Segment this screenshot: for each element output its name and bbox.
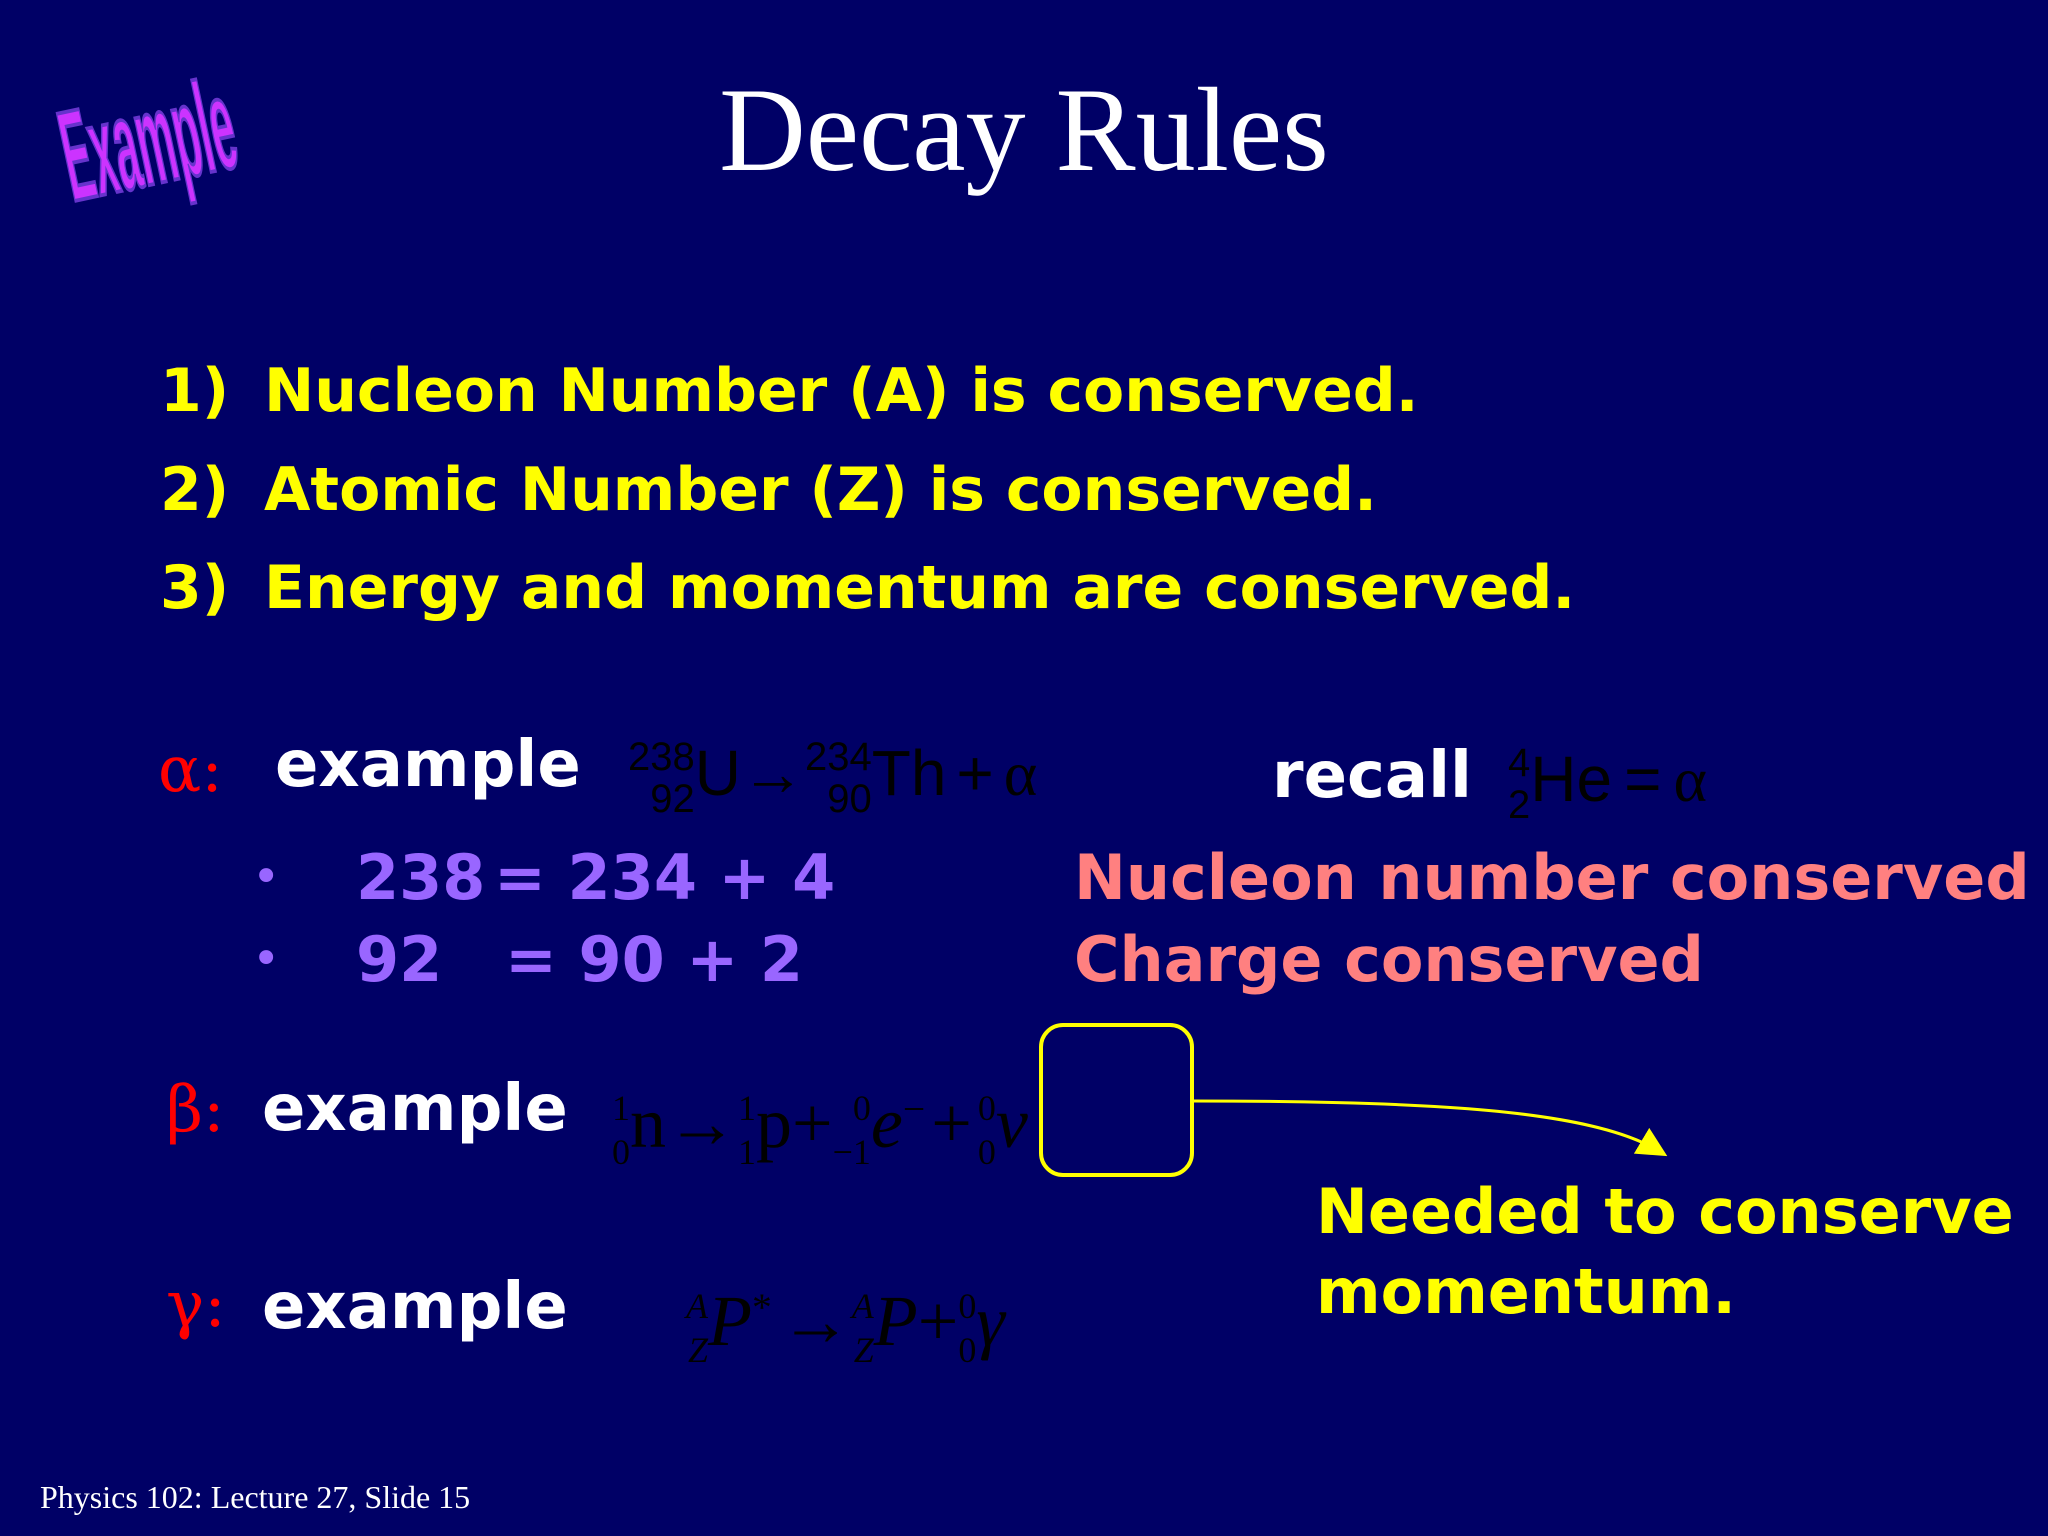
gamma-eq-atomic-2: Z: [853, 1330, 874, 1371]
beta-eq-nuclide-4-numbers: [978, 1086, 996, 1174]
beta-eq-nuclide-2-numbers: [738, 1086, 756, 1174]
alpha-eq-nuclide-2-numbers: [805, 736, 872, 820]
gamma-eq-arrow: →: [779, 1281, 852, 1361]
alpha-eq-arrow: →: [740, 737, 805, 809]
beta-eq-element-2: p: [756, 1083, 792, 1163]
beta-eq-mass-3: 0: [852, 1088, 871, 1129]
recall-mass: 4: [1508, 741, 1531, 786]
beta-eq-plus-2: +: [931, 1083, 972, 1163]
gamma-eq-nuclide-1-numbers: [686, 1284, 708, 1372]
neutrino-highlight-box: [1041, 1025, 1192, 1175]
beta-eq-atomic-3: −1: [832, 1132, 871, 1173]
alpha-symbol: α:: [158, 733, 223, 807]
gamma-eq-atomic-1: Z: [687, 1330, 708, 1371]
check-1-rhs: = 234 + 4: [494, 841, 836, 914]
check-2-note: Charge conserved: [1074, 923, 1704, 996]
alpha-eq-element-2: Th: [871, 737, 947, 809]
recall-numbers: [1508, 742, 1530, 826]
alpha-eq-mass-2: 234: [804, 735, 872, 780]
gamma-eq-excited-star: *: [751, 1285, 772, 1329]
check-2-lhs: 92: [356, 923, 443, 996]
rule-3-text: Energy and momentum are conserved.: [264, 553, 1576, 623]
check-1-lhs: 238: [356, 841, 486, 914]
example-logo-text: Example: [48, 52, 248, 230]
alpha-eq-particle: α: [1003, 738, 1038, 809]
gamma-eq-atomic-3: 0: [958, 1330, 977, 1371]
alpha-eq-atomic-1: 92: [650, 777, 695, 822]
gamma-equation: [686, 1252, 1005, 1376]
beta-eq-nuclide-3-numbers: [833, 1086, 871, 1174]
recall-equals: =: [1624, 743, 1662, 815]
rule-1-number: 1): [160, 356, 230, 426]
rule-2-text: Atomic Number (Z) is conserved.: [264, 455, 1377, 525]
gamma-eq-mass-1: A: [686, 1286, 708, 1327]
alpha-eq-element-1: U: [694, 737, 741, 809]
check-2-bullet: •: [252, 931, 281, 987]
gamma-eq-mass-2: A: [851, 1286, 874, 1327]
beta-symbol: β:: [166, 1073, 225, 1147]
gamma-eq-nuclide-2-numbers: [852, 1284, 874, 1372]
alpha-equation: [628, 728, 1037, 820]
beta-eq-element-1: n: [630, 1083, 666, 1163]
beta-eq-atomic-4: 0: [977, 1132, 996, 1173]
alpha-eq-nuclide-1-numbers: [628, 736, 695, 820]
beta-eq-nuclide-1-numbers: [612, 1086, 630, 1174]
recall-equation: [1508, 734, 1707, 826]
gamma-eq-element-1: P: [708, 1281, 752, 1361]
gamma-example-label: example: [262, 1270, 568, 1344]
beta-eq-atomic-1: 0: [612, 1132, 630, 1173]
alpha-eq-atomic-2: 90: [827, 777, 872, 822]
alpha-eq-plus: +: [956, 737, 994, 809]
beta-equation: [612, 1054, 1028, 1178]
slide-title: Decay Rules: [719, 63, 1329, 196]
gamma-eq-nuclide-3-numbers: [958, 1284, 976, 1372]
gamma-eq-mass-3: 0: [958, 1286, 977, 1327]
gamma-eq-element-2: P: [873, 1281, 918, 1361]
check-1-bullet: •: [252, 849, 281, 905]
check-2-rhs: = 90 + 2: [505, 923, 804, 996]
rule-1-text: Nucleon Number (A) is conserved.: [264, 356, 1419, 426]
beta-example-label: example: [262, 1072, 568, 1146]
alpha-eq-mass-1: 238: [628, 735, 695, 780]
rule-3: [160, 553, 1575, 623]
beta-eq-element-3: e: [870, 1083, 903, 1163]
rule-3-number: 3): [160, 553, 230, 623]
beta-eq-charge-3: −: [902, 1087, 926, 1131]
rule-1: [160, 356, 1419, 426]
recall-element: He: [1530, 743, 1613, 815]
rule-2: [160, 455, 1377, 525]
recall-particle: α: [1673, 744, 1707, 815]
beta-eq-arrow: →: [666, 1083, 738, 1163]
recall-atomic: 2: [1508, 783, 1531, 828]
gamma-symbol: γ:: [166, 1268, 226, 1342]
recall-label: recall: [1272, 739, 1472, 813]
beta-eq-plus-1: +: [792, 1083, 833, 1163]
beta-eq-neutrino: ν: [995, 1083, 1028, 1163]
neutrino-arrow: [1193, 1101, 1657, 1150]
slide-footer: Physics 102: Lecture 27, Slide 15: [40, 1479, 471, 1515]
neutrino-note: Needed to conserve momentum.: [1316, 1175, 2014, 1328]
gamma-eq-plus: +: [917, 1281, 959, 1361]
alpha-example-label: example: [275, 728, 581, 802]
beta-eq-atomic-2: 1: [738, 1132, 756, 1173]
beta-eq-mass-4: 0: [977, 1088, 996, 1129]
beta-eq-mass-2: 1: [738, 1088, 756, 1129]
check-1-note: Nucleon number conserved: [1074, 841, 2030, 914]
gamma-eq-photon: γ: [976, 1281, 1005, 1361]
rule-2-number: 2): [160, 455, 230, 525]
beta-eq-mass-1: 1: [612, 1088, 630, 1129]
